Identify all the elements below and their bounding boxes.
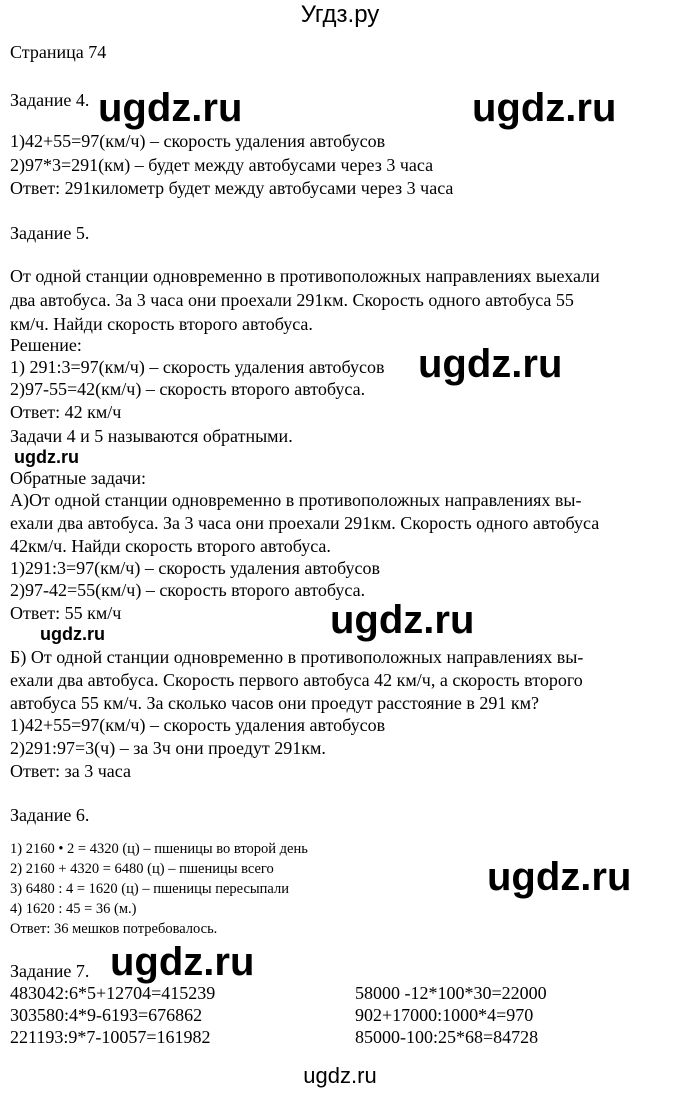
inverse-b-solution-line: 1)42+55=97(км/ч) – скорость удаления автобусов — [10, 715, 386, 735]
task7-left-expression: 221193:9*7-10057=161982 — [10, 1027, 211, 1047]
task6-line: 2) 2160 + 4320 = 6480 (ц) – пшеницы всего — [10, 861, 274, 877]
task7-right-expression: 902+17000:1000*4=970 — [355, 1005, 534, 1025]
inverse-b-solution-line: 2)291:97=3(ч) – за 3ч они проедут 291км. — [10, 738, 326, 758]
task7-right-expression: 58000 -12*100*30=22000 — [355, 983, 547, 1003]
watermark: ugdz.ru — [330, 598, 475, 642]
inverse-a-problem-line: ехали два автобуса. За 3 часа они проехали 291км. Скорость одного автобуса — [10, 513, 600, 533]
inverse-a-answer: Ответ: 55 км/ч — [10, 603, 122, 623]
inverse-a-solution-line: 2)97-42=55(км/ч) – скорость второго автобуса. — [10, 580, 366, 600]
inverse-b-answer: Ответ: за 3 часа — [10, 761, 131, 781]
inverse-a-solution-line: 1)291:3=97(км/ч) – скорость удаления автобусов — [10, 558, 380, 578]
task7-left-expression: 483042:6*5+12704=415239 — [10, 983, 216, 1003]
watermark: ugdz.ru — [14, 447, 79, 467]
task5-answer: Ответ: 42 км/ч — [10, 402, 122, 422]
task4-title: Задание 4. — [10, 90, 90, 110]
task6-line: 1) 2160 • 2 = 4320 (ц) – пшеницы во второй день — [10, 841, 308, 857]
watermark: ugdz.ru — [40, 624, 105, 644]
task6-line: 4) 1620 : 45 = 36 (м.) — [10, 901, 137, 917]
inverse-b-problem-line: автобуса 55 км/ч. За сколько часов они проедут расстояние в 291 км? — [10, 693, 539, 713]
task5-problem-line: два автобуса. За 3 часа они проехали 291км. Скорость одного автобуса 55 — [10, 290, 574, 310]
inverse-a-problem-line: 42км/ч. Найди скорость второго автобуса. — [10, 536, 331, 556]
watermark: ugdz.ru — [98, 86, 243, 130]
inverse-b-problem-line: Б) От одной станции одновременно в противоположных направлениях вы- — [10, 647, 584, 667]
inverse-a-problem-line: А)От одной станции одновременно в противоположных направлениях вы- — [10, 490, 582, 510]
inverse-tasks-label: Обратные задачи: — [10, 468, 146, 488]
task4-line: 2)97*3=291(км) – будет между автобусами через 3 часа — [10, 155, 434, 175]
watermark: ugdz.ru — [418, 342, 563, 386]
task5-solution-line: 1) 291:3=97(км/ч) – скорость удаления автобусов — [10, 357, 385, 377]
watermark: ugdz.ru — [472, 86, 617, 130]
task7-left-expression: 303580:4*9-6193=676862 — [10, 1005, 203, 1025]
task5-note: Задачи 4 и 5 называются обратными. — [10, 426, 293, 446]
site-footer: ugdz.ru — [303, 1063, 377, 1088]
site-header: Угдз.ру — [300, 1, 380, 28]
task5-solution-label: Решение: — [10, 335, 82, 355]
task5-problem-line: км/ч. Найди скорость второго автобуса. — [10, 314, 313, 334]
task6-answer: Ответ: 36 мешков потребовалось. — [10, 921, 218, 937]
watermark: ugdz.ru — [110, 940, 255, 984]
task5-solution-line: 2)97-55=42(км/ч) – скорость второго автобуса. — [10, 379, 366, 399]
inverse-b-problem-line: ехали два автобуса. Скорость первого автобуса 42 км/ч, а скорость второго — [10, 670, 583, 690]
task7-title: Задание 7. — [10, 961, 90, 981]
task6-line: 3) 6480 : 4 = 1620 (ц) – пшеницы пересыпали — [10, 881, 289, 897]
task5-problem-line: От одной станции одновременно в противоположных направлениях выехали — [10, 266, 600, 286]
task5-title: Задание 5. — [10, 223, 90, 243]
task6-title: Задание 6. — [10, 805, 90, 825]
task4-answer: Ответ: 291километр будет между автобусами через 3 часа — [10, 178, 454, 198]
task7-right-expression: 85000-100:25*68=84728 — [355, 1027, 539, 1047]
watermark: ugdz.ru — [487, 855, 632, 899]
page-label: Страница 74 — [10, 42, 107, 62]
task4-line: 1)42+55=97(км/ч) – скорость удаления автобусов — [10, 131, 386, 151]
